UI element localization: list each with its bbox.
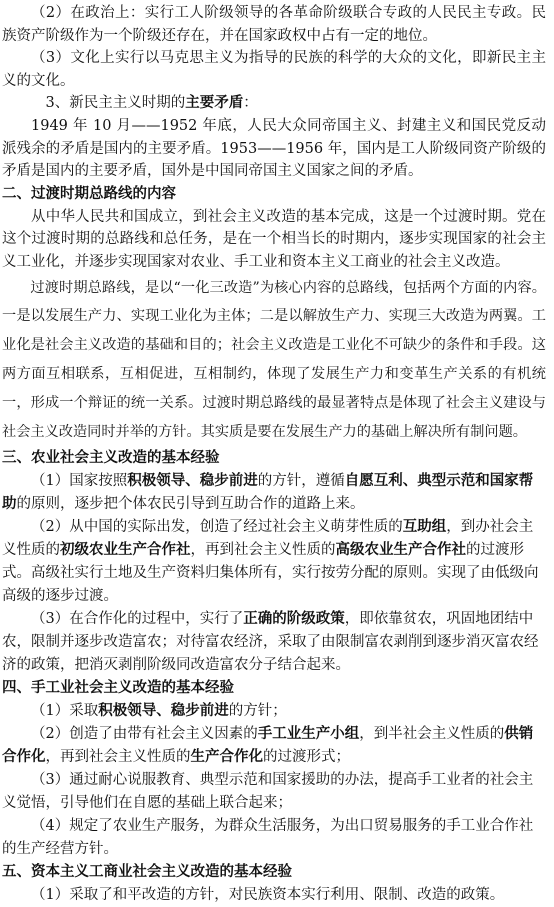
handicraft-experience-1: （1）采取积极领导、稳步前进的方针；: [31, 702, 287, 719]
section-5-heading: 五、资本主义工商业社会主义改造的基本经验: [2, 863, 292, 880]
politics-paragraph: （2）在政治上：实行工人阶级领导的各革命阶级联合专政的人民民主专政。民族资产阶级作为一个阶级还存在，并在国家政权中占有一定的地位。: [2, 5, 546, 44]
handicraft-experience-4: （4）规定了农业生产服务，为群众生活服务，为出口贸易服务的手工业合作社的生产经营方针。: [2, 817, 534, 857]
handicraft-experience-2: （2）创造了由带有社会主义因素的手工业生产小组，到半社会主义性质的供销合作化，再到社会主义性质的生产合作化的过渡形式；: [2, 725, 534, 765]
capitalist-experience-1: （1）采取了和平改造的方针，对民族资本实行利用、限制、改造的政策。: [31, 886, 505, 903]
section-2-heading: 二、过渡时期总路线的内容: [2, 185, 176, 202]
agri-experience-3: （3）在合作化的过程中，实行了正确的阶级政策，即依靠贫农，巩固地团结中农，限制并逐步改造富农；对待富农经济，采取了由限制富农剥削到逐步消灭富农经济的政策，把消灭剥削阶级同改造富农分子结合起来。: [2, 610, 539, 673]
agri-experience-2: （2）从中国的实际出发，创造了经过社会主义萌芽性质的互助组，到办社会主义性质的初级农业生产合作社，再到社会主义性质的高级农业生产合作社的过渡形式。高级社实行土地及生产资料归集体所有，实行按劳分配的原则。实现了由低级向高级的逐步过渡。: [2, 518, 539, 604]
section-3-heading: 三、农业社会主义改造的基本经验: [2, 449, 220, 466]
agri-experience-1: （1）国家按照积极领导、稳步前进的方针，遵循自愿互利、典型示范和国家帮助的原则，逐步把个体农民引导到互助合作的道路上来。: [2, 472, 534, 512]
handicraft-experience-3: （3）通过耐心说服教育、典型示范和国家援助的办法，提高手工业者的社会主义觉悟，引导他们在自愿的基础上联合起来；: [2, 771, 534, 811]
general-line-paragraph: 过渡时期总路线，是以“一化三改造”为核心内容的总路线，包括两个方面的内容。一是以发展生产力、实现工业化为主体；二是以解放生产力、实现三大改造为两翼。工业化是社会主义改造的基础和目的；社会主义改造是工业化不可缺少的条件和手段。这两方面互相联系，互相促进，互相制约，体现了发展生产力和变革生产关系的有机统一，形成一个辩证的统一关系。过渡时期总路线的最显著特点是体现了社会主义建设与社会主义改造同时并举的方针。其实质是要在发展生产力的基础上解决所有制问题。: [2, 279, 546, 441]
contradiction-paragraph: 1949 年 10 月——1952 年底，人民大众同帝国主义、封建主义和国民党反动派残余的矛盾是国内的主要矛盾。1953——1956 年，国内是工人阶级同资产阶级的矛盾是国内的主要矛盾，国外是中国同帝国主义国家之间的矛盾。: [2, 117, 546, 180]
transition-period-paragraph: 从中华人民共和国成立，到社会主义改造的基本完成，这是一个过渡时期。党在这个过渡时期的总路线和总任务，是在一个相当长的时期内，逐步实现国家的社会主义工业化，并逐步实现国家对农业、手工业和资本主义工商业的社会主义改造。: [2, 208, 546, 270]
section-4-heading: 四、手工业社会主义改造的基本经验: [2, 679, 234, 696]
culture-paragraph: （3）文化上实行以马克思主义为指导的民族的科学的大众的文化，即新民主主义的文化。: [2, 50, 546, 89]
main-contradiction-subheading: 3、新民主主义时期的主要矛盾：: [45, 95, 258, 112]
